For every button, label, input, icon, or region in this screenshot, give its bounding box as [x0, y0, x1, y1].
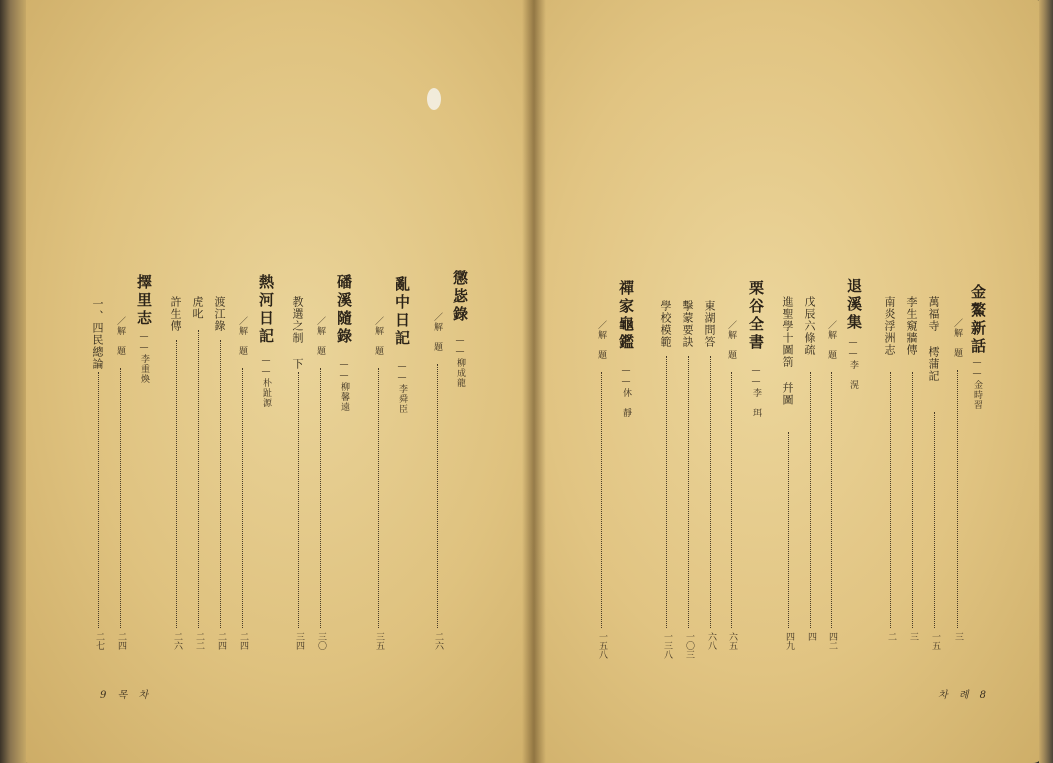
toc-title: 磻溪隨錄 [335, 274, 353, 346]
toc-subitem: ／解 題 [432, 312, 442, 352]
toc-subitem: 萬福寺 樗蒲記 [927, 296, 940, 382]
toc-page-number: 一五 [930, 632, 940, 650]
toc-subitem: ／解 題 [826, 320, 836, 360]
toc-subitem: ／解 題 [237, 316, 247, 356]
leader-dots [120, 368, 121, 628]
leader-dots [320, 368, 321, 628]
toc-subitem: ／解 題 [373, 316, 383, 356]
toc-page-number: 二七 [94, 632, 104, 650]
book-gutter [522, 0, 546, 763]
toc-page-number: 四二 [827, 632, 837, 650]
toc-page-number: 三 [953, 632, 963, 641]
toc-page-number: 六八 [706, 632, 716, 650]
leader-dots [601, 372, 602, 628]
left-book-edge [0, 0, 26, 763]
toc-page-number: 二四 [238, 632, 248, 650]
toc-subitem: ／解 題 [952, 318, 962, 358]
toc-page-number: 三五 [374, 632, 384, 650]
toc-subitem: ／解 題 [315, 316, 325, 356]
toc-title: 擇里志 [135, 274, 153, 328]
leader-dots [934, 412, 935, 628]
toc-subitem: 李生窺牆傳 [905, 296, 918, 356]
leader-dots [198, 330, 199, 628]
page-folio-right: 차 례 8 [938, 690, 991, 701]
toc-author: ——柳馨遠 [339, 360, 349, 412]
toc-page-number: 一三八 [662, 632, 672, 659]
toc-author: ——李 滉 [848, 338, 858, 390]
toc-title: 栗谷全書 [747, 280, 765, 352]
leader-dots [378, 368, 379, 628]
toc-subitem: 東湖問答 [703, 300, 716, 348]
leader-dots [437, 364, 438, 628]
toc-subitem: 南炎浮洲志 [883, 296, 896, 356]
toc-title: 熱河日記 [257, 274, 275, 346]
toc-subitem: ／解 題 [726, 320, 736, 360]
toc-subitem: ／解 題 [115, 316, 125, 356]
leader-dots [298, 372, 299, 628]
toc-author: ——李舜臣 [397, 362, 407, 414]
toc-title: 懲毖錄 [451, 270, 469, 324]
leader-dots [666, 356, 667, 628]
toc-author: ——朴趾源 [261, 356, 271, 408]
leader-dots [710, 356, 711, 628]
toc-page-number: 四 [806, 632, 816, 641]
toc-title: 退溪集 [845, 278, 863, 332]
toc-page-number: 二六 [172, 632, 182, 650]
toc-subitem: 學校模範 [659, 300, 672, 348]
leader-dots [957, 370, 958, 628]
leader-dots [731, 372, 732, 628]
paper-stain [427, 88, 441, 110]
toc-page-number: 二 [886, 632, 896, 641]
leader-dots [176, 340, 177, 628]
toc-page-number: 三〇 [316, 632, 326, 650]
toc-title: 禪家龜鑑 [617, 280, 635, 352]
toc-title: 金鰲新話 [969, 284, 987, 356]
leader-dots [242, 368, 243, 628]
toc-author: ——休 靜 [621, 366, 631, 418]
leader-dots [890, 372, 891, 628]
leader-dots [788, 432, 789, 628]
toc-subitem: 教選之制 下 [291, 296, 304, 370]
leader-dots [98, 372, 99, 628]
toc-subitem: 許生傳 [169, 296, 182, 332]
toc-page-number: 六五 [727, 632, 737, 650]
toc-subitem: 進聖學十圖箚 幷圖 [781, 296, 794, 406]
toc-subitem: 一、四民總論 [91, 298, 104, 370]
toc-page-number: 二六 [433, 632, 443, 650]
toc-page-number: 二二 [194, 632, 204, 650]
toc-subitem: ／解 題 [596, 320, 606, 360]
toc-subitem: 渡江錄 [213, 296, 226, 332]
toc-page-number: 二四 [216, 632, 226, 650]
toc-subitem: 戊辰六條疏 [803, 296, 816, 356]
toc-page-number: 三四 [294, 632, 304, 650]
toc-author: ——金時習 [972, 358, 982, 410]
leader-dots [688, 356, 689, 628]
page-folio-left: 9 목 차 [100, 690, 153, 701]
toc-author: ——李 珥 [751, 366, 761, 418]
toc-author: ——李重煥 [139, 332, 149, 384]
right-book-edge [1039, 0, 1053, 763]
leader-dots [220, 340, 221, 628]
leader-dots [912, 372, 913, 628]
toc-page-number: 四九 [784, 632, 794, 650]
leader-dots [810, 372, 811, 628]
toc-subitem: 擊蒙要訣 [681, 300, 694, 348]
toc-subitem: 虎叱 [191, 296, 204, 320]
toc-page-number: 三 [908, 632, 918, 641]
toc-page-number: 二四 [116, 632, 126, 650]
toc-page-number: 一五八 [597, 632, 607, 659]
toc-title: 亂中日記 [393, 276, 411, 348]
toc-author: ——柳成龍 [455, 336, 465, 388]
toc-page-number: 一〇三 [684, 632, 694, 659]
leader-dots [831, 372, 832, 628]
